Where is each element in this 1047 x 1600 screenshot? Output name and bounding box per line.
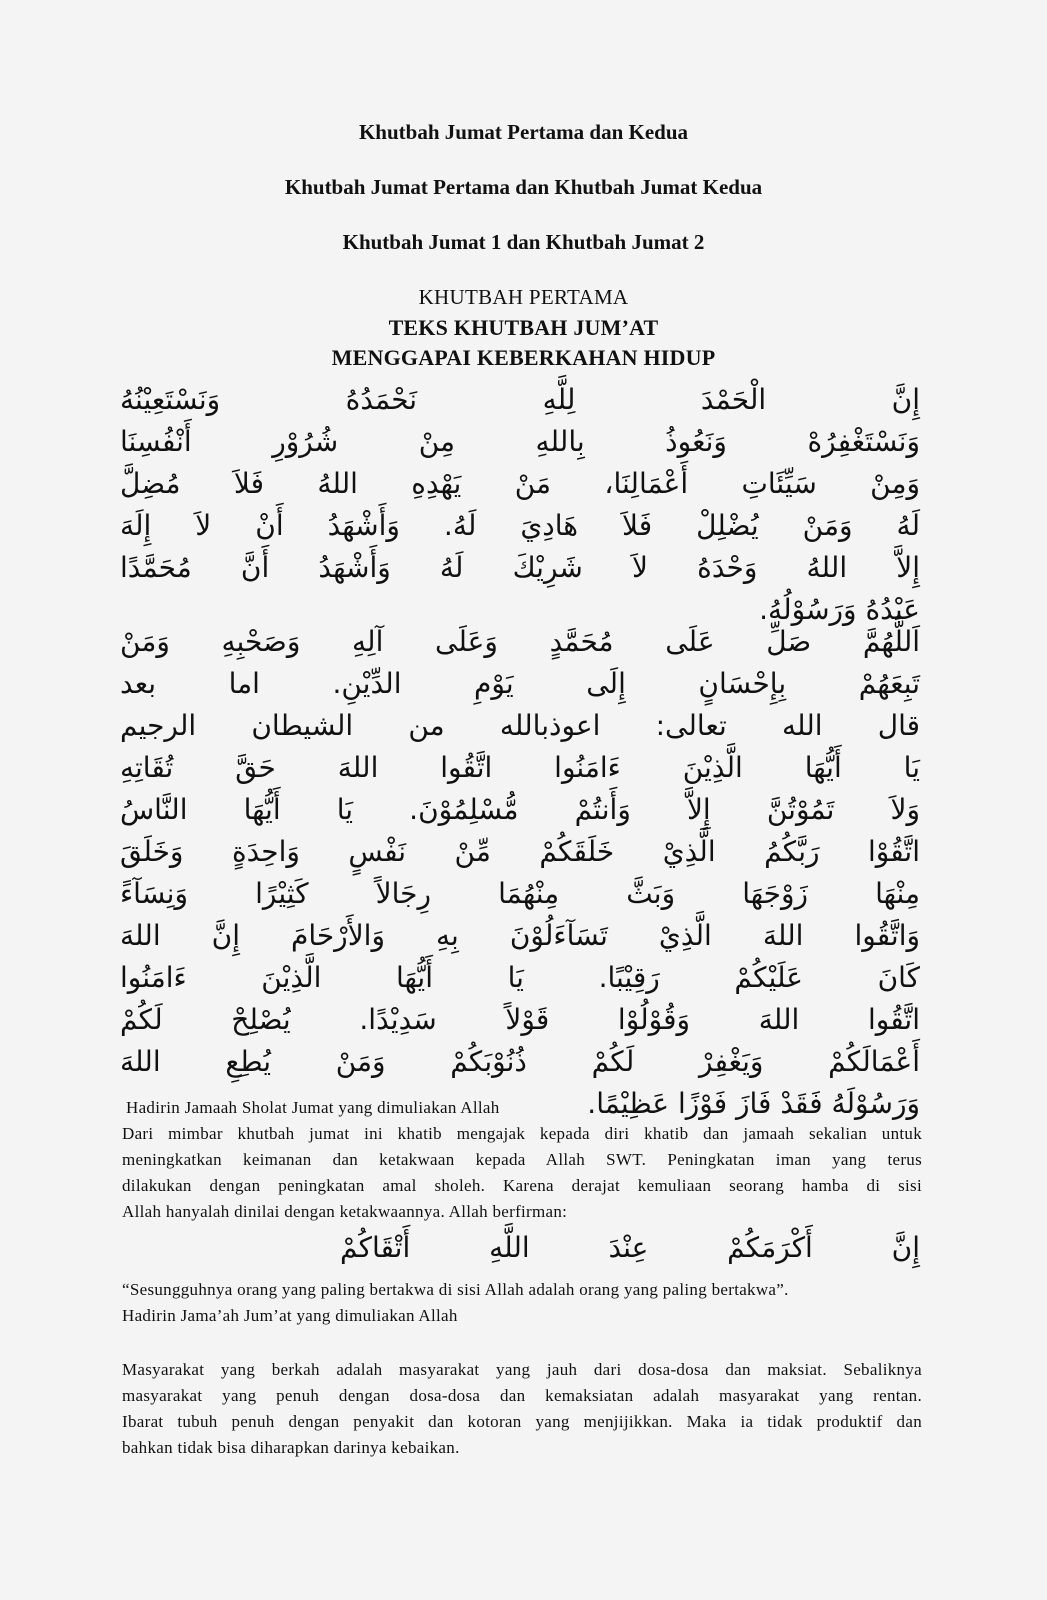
paragraph-line: masyarakat yang penuh dengan dosa-dosa dan kemaksiatan adalah masyarakat yang rentan. bbox=[122, 1386, 922, 1405]
greeting-2: Hadirin Jama’ah Jum’at yang dimuliakan Allah bbox=[122, 1306, 458, 1325]
arabic-line: وَرَسُوْلَهُ فَقَدْ فَازَ فَوْزًا عَظِيْمًا. bbox=[587, 1087, 920, 1120]
arabic-line: إِنَّ الْحَمْدَ لِلَّهِ نَحْمَدُهُ وَنَسْتَعِيْنُهُ bbox=[120, 383, 920, 416]
arabic-line: اتَّقُوْا رَبَّكُمُ الَّذِيْ خَلَقَكُمْ مِّنْ نَفْسٍ وَاحِدَةٍ وَخَلَقَ bbox=[120, 835, 920, 868]
greeting-1: Hadirin Jamaah Sholat Jumat yang dimuliakan Allah bbox=[126, 1098, 500, 1117]
arabic-line: وَاتَّقُوا اللهَ الَّذِيْ تَسَآءَلُوْنَ بِهِ وَالأَرْحَامَ إِنَّ اللهَ bbox=[120, 919, 920, 952]
paragraph-line: Allah hanyalah dinilai dengan ketakwaannya. Allah berfirman: bbox=[122, 1202, 568, 1221]
paragraph-line: meningkatkan keimanan dan ketakwaan kepada Allah SWT. Peningkatan iman yang terus bbox=[122, 1150, 922, 1169]
arabic-line: أَعْمَالَكُمْ وَيَغْفِرْ لَكُمْ ذُنُوْبَكُمْ وَمَنْ يُطِعِ اللهَ bbox=[120, 1045, 920, 1078]
title-1: Khutbah Jumat Pertama dan Kedua bbox=[358, 120, 689, 144]
verse-translation: “Sesungguhnya orang yang paling bertakwa di sisi Allah adalah orang yang paling bertakwa”. bbox=[122, 1280, 789, 1299]
subtitle-2: MENGGAPAI KEBERKAHAN HIDUP bbox=[331, 345, 716, 370]
arabic-line: وَنَسْتَغْفِرُهْ وَنَعُوذُ بِاللهِ مِنْ شُرُوْرِ أَنْفُسِنَا bbox=[120, 425, 920, 458]
arabic-line: اَللَّهُمَّ صَلِّ عَلَى مُحَمَّدٍ وَعَلَى آلِهِ وَصَحْبِهِ وَمَنْ bbox=[120, 625, 920, 658]
arabic-line: يَا أَيُّهَا الَّذِيْنَ ءَامَنُوا اتَّقُوا اللهَ حَقَّ تُقَاتِهِ bbox=[120, 751, 920, 784]
arabic-line: وَلاَ تَمُوْتُنَّ إِلاَّ وَأَنتُمْ مُّسْلِمُوْنَ. يَا أَيُّهَا النَّاسُ bbox=[120, 793, 920, 826]
paragraph-1 bbox=[122, 1121, 922, 1225]
section-heading: KHUTBAH PERTAMA bbox=[418, 285, 629, 309]
paragraph-line: dilakukan dengan peningkatan amal sholeh. Karena derajat kemuliaan seorang hamba di sisi bbox=[122, 1176, 922, 1195]
arabic-line: لَهُ وَمَنْ يُضْلِلْ فَلاَ هَادِيَ لَهُ. وَأَشْهَدُ أَنْ لاَ إِلَهَ bbox=[120, 509, 920, 542]
arabic-line: عَبْدُهُ وَرَسُوْلُهُ. bbox=[759, 593, 920, 626]
verse-arabic: إِنَّ أَكْرَمَكُمْ عِنْدَ اللَّهِ أَتْقَاكُمْ bbox=[340, 1231, 920, 1264]
arabic-line: إِلاَّ اللهُ وَحْدَهُ لاَ شَرِيْكَ لَهُ وَأَشْهَدُ أَنَّ مُحَمَّدًا bbox=[120, 551, 920, 584]
paragraph-line: bahkan tidak bisa diharapkan darinya kebaikan. bbox=[122, 1438, 460, 1457]
arabic-line: قال الله تعالى: اعوذبالله من الشيطان الرجيم bbox=[120, 709, 920, 742]
arabic-line: وَمِنْ سَيِّئَاتِ أَعْمَالِنَا، مَنْ يَهْدِهِ اللهُ فَلاَ مُضِلَّ bbox=[120, 467, 920, 500]
subtitle-1: TEKS KHUTBAH JUM’AT bbox=[388, 315, 659, 340]
arabic-line: اتَّقُوا اللهَ وَقُوْلُوْا قَوْلاً سَدِيْدًا. يُصْلِحْ لَكُمْ bbox=[120, 1003, 920, 1036]
arabic-line: تَبِعَهُمْ بِإِحْسَانٍ إِلَى يَوْمِ الدِّيْنِ. اما بعد bbox=[120, 667, 920, 700]
paragraph-2 bbox=[122, 1357, 922, 1461]
paragraph-line: Dari mimbar khutbah jumat ini khatib mengajak kepada diri khatib dan jamaah sekalian untuk bbox=[122, 1124, 922, 1143]
paragraph-line: Masyarakat yang berkah adalah masyarakat yang jauh dari dosa-dosa dan maksiat. Sebaliknya bbox=[122, 1360, 922, 1379]
arabic-line: كَانَ عَلَيْكُمْ رَقِيْبًا. يَا أَيُّهَا الَّذِيْنَ ءَامَنُوا bbox=[120, 961, 920, 994]
title-2: Khutbah Jumat Pertama dan Khutbah Jumat Kedua bbox=[284, 175, 763, 199]
title-3: Khutbah Jumat 1 dan Khutbah Jumat 2 bbox=[342, 230, 705, 254]
paragraph-line: Ibarat tubuh penuh dengan penyakit dan kotoran yang menjijikkan. Maka ia tidak produktif dan bbox=[122, 1412, 922, 1431]
arabic-line: مِنْهَا زَوْجَهَا وَبَثَّ مِنْهُمَا رِجَالاً كَثِيْرًا وَنِسَآءً bbox=[120, 877, 920, 910]
